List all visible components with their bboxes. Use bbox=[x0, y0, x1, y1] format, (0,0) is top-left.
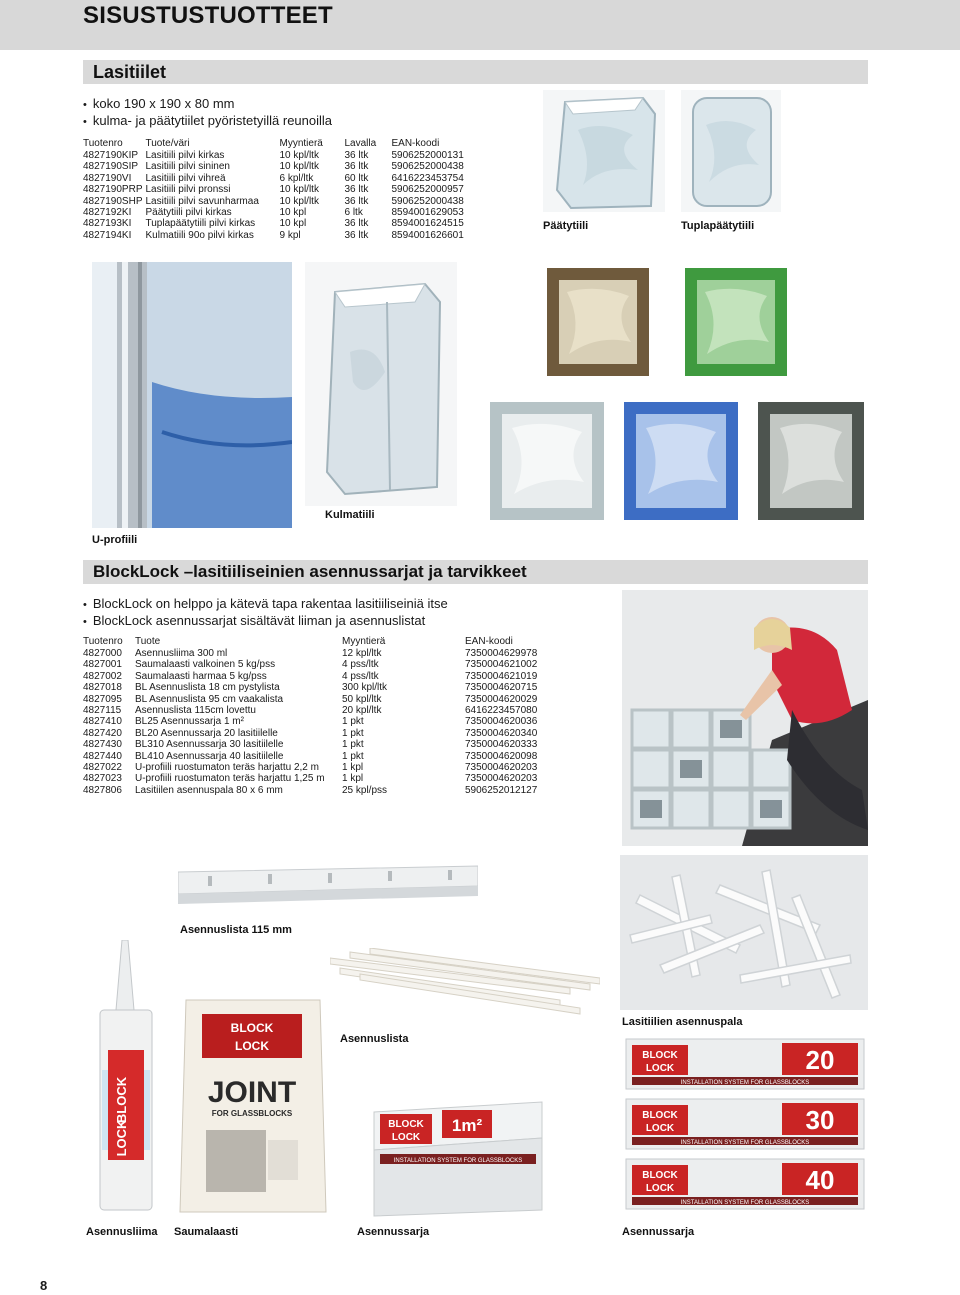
table-cell: 36 ltk bbox=[344, 150, 369, 161]
kulmatiili-image bbox=[305, 262, 457, 506]
table-cell: 12 kpl/ltk bbox=[342, 648, 382, 659]
table-row bbox=[83, 739, 555, 750]
asennusliima-image bbox=[88, 940, 164, 1218]
kit20-strip: INSTALLATION SYSTEM FOR GLASSBLOCKS bbox=[680, 1080, 810, 1086]
table-header: Myyntierä bbox=[279, 138, 323, 149]
table-body bbox=[83, 648, 555, 796]
caption-asennussarja-1: Asennussarja bbox=[357, 1226, 430, 1238]
kit30-strip: INSTALLATION SYSTEM FOR GLASSBLOCKS bbox=[680, 1140, 810, 1146]
table-cell: 7350004620203 bbox=[465, 762, 538, 774]
kit-box-20 bbox=[626, 1039, 864, 1089]
table-cell: Saumalaasti valkoinen 5 kg/pss bbox=[135, 659, 276, 671]
table-cell: 4827115 bbox=[83, 705, 122, 717]
table-cell: 36 ltk bbox=[344, 229, 369, 241]
table-cell: 4827430 bbox=[83, 739, 122, 751]
table-row bbox=[83, 682, 555, 693]
caption-tuplapaatytiili: Tuplapäätytiili bbox=[681, 220, 755, 232]
table-cell: 8594001624515 bbox=[391, 218, 464, 230]
bullet-item: • koko 190 x 190 x 80 mm bbox=[83, 96, 332, 113]
asennuslista-115-image bbox=[178, 864, 478, 924]
section-title-lasitiilet: Lasitiilet bbox=[83, 60, 868, 84]
table-cell: 7350004620333 bbox=[465, 739, 538, 751]
tuplapaatytiili-image bbox=[681, 90, 781, 212]
sarja1m2-brand-top: BLOCK bbox=[388, 1119, 424, 1130]
sarja1m2-brand-bottom: LOCK bbox=[391, 1132, 421, 1143]
kit40-strip: INSTALLATION SYSTEM FOR GLASSBLOCKS bbox=[680, 1200, 810, 1206]
table-row bbox=[83, 716, 555, 727]
table-cell: Asennusliima 300 ml bbox=[135, 648, 228, 659]
bullet-list-blocklock bbox=[83, 596, 448, 630]
table-row bbox=[83, 161, 482, 172]
table-cell: 1 kpl bbox=[342, 773, 364, 785]
table-row bbox=[83, 671, 555, 682]
table-cell: 5906252000957 bbox=[391, 184, 464, 196]
blocklock-table bbox=[83, 636, 555, 796]
table-cell: 20 kpl/ltk bbox=[342, 705, 382, 717]
table-cell: 4827194KI bbox=[83, 229, 132, 241]
table-header: Tuotenro bbox=[83, 138, 123, 149]
table-cell: 1 pkt bbox=[342, 716, 364, 728]
table-row bbox=[83, 751, 555, 762]
table-cell: 6 ltk bbox=[344, 207, 363, 219]
table-cell: 6416223453754 bbox=[391, 172, 464, 184]
page-title: SISUSTUSTUOTTEET bbox=[83, 2, 333, 29]
table-cell: BL25 Asennussarja 1 m² bbox=[135, 716, 244, 728]
saumalaasti-joint-title: JOINT bbox=[207, 1076, 297, 1109]
table-cell: BL310 Asennussarja 30 lasitiilelle bbox=[135, 739, 284, 751]
table-cell: 5906252012127 bbox=[465, 784, 538, 796]
caption-asennuspala: Lasitiilien asennuspala bbox=[622, 1016, 743, 1028]
kit20-brand-top: BLOCK bbox=[642, 1050, 678, 1061]
table-row bbox=[83, 728, 555, 739]
table-cell: 4 pss/ltk bbox=[342, 659, 379, 671]
table-row bbox=[83, 207, 482, 218]
table-cell: BL Asennuslista 95 cm vaakalista bbox=[135, 693, 284, 705]
pronssi-lasitiili-image bbox=[543, 262, 653, 382]
table-cell: 10 kpl/ltk bbox=[279, 195, 319, 207]
page-header bbox=[0, 0, 960, 50]
table-cell: 10 kpl bbox=[279, 207, 307, 219]
table-cell: Kulmatiili 90o pilvi kirkas bbox=[145, 229, 254, 241]
table-cell: 36 ltk bbox=[344, 161, 369, 173]
kit40-number: 40 bbox=[805, 1165, 835, 1195]
table-cell: 5906252000438 bbox=[391, 161, 464, 173]
caption-asennuslista: Asennuslista bbox=[340, 1033, 409, 1045]
table-row bbox=[83, 196, 482, 207]
saumalaasti-brand-bottom: LOCK bbox=[235, 1039, 269, 1053]
lasitiilet-table bbox=[83, 138, 482, 241]
table-cell: Lasitiilen asennuspala 80 x 6 mm bbox=[135, 784, 283, 796]
uprofiili-image bbox=[92, 262, 292, 528]
sarja-1m2-label: 1m² bbox=[451, 1116, 483, 1135]
caption-saumalaasti: Saumalaasti bbox=[174, 1226, 239, 1238]
table-cell: 50 kpl/ltk bbox=[342, 693, 382, 705]
table-cell: 8594001629053 bbox=[391, 207, 464, 219]
asennussarja-1m2-image bbox=[366, 1098, 548, 1218]
table-row bbox=[83, 648, 555, 659]
table-cell: 4827190SHP bbox=[83, 195, 143, 207]
table-cell: 4827022 bbox=[83, 762, 122, 774]
table-cell: 5906252000131 bbox=[391, 150, 464, 161]
table-cell: 36 ltk bbox=[344, 218, 369, 230]
table-cell: 8594001626601 bbox=[391, 229, 464, 241]
table-header-row bbox=[83, 138, 482, 150]
table-row bbox=[83, 773, 555, 784]
table-cell: Asennuslista 115cm lovettu bbox=[135, 705, 256, 717]
caption-paatytiili: Päätytiili bbox=[543, 220, 589, 232]
table-cell: 10 kpl/ltk bbox=[279, 161, 319, 173]
table-cell: 7350004620098 bbox=[465, 750, 538, 762]
caption-asennussarja-2: Asennussarja bbox=[622, 1226, 695, 1238]
table-cell: 36 ltk bbox=[344, 184, 369, 196]
table-cell: 7350004620203 bbox=[465, 773, 538, 785]
table-cell: 1 kpl bbox=[342, 762, 364, 774]
table-cell: 1 pkt bbox=[342, 739, 364, 751]
savunharmaa-lasitiili-image bbox=[754, 396, 868, 526]
table-cell: 4827095 bbox=[83, 693, 122, 705]
table-row bbox=[83, 785, 555, 796]
sininen-lasitiili-image bbox=[620, 396, 742, 526]
table-cell: Lasitiili pilvi vihreä bbox=[145, 172, 226, 184]
table-cell: 25 kpl/pss bbox=[342, 784, 388, 796]
bullet-item: • BlockLock on helppo ja kätevä tapa rakentaa lasitiiliseiniä itse bbox=[83, 596, 448, 613]
table-header: Tuote bbox=[135, 636, 161, 647]
table-cell: 4827190KIP bbox=[83, 150, 139, 161]
table-row bbox=[83, 762, 555, 773]
table-cell: 4827193KI bbox=[83, 218, 132, 230]
table-cell: 4827000 bbox=[83, 648, 122, 659]
table-cell: BL Asennuslista 18 cm pystylista bbox=[135, 682, 280, 694]
table-row bbox=[83, 184, 482, 195]
caption-asennusliima: Asennusliima bbox=[86, 1226, 158, 1238]
section-title-blocklock: BlockLock –lasitiiliseinien asennussarjat ja tarvikkeet bbox=[83, 560, 868, 584]
sarja1m2-strip: INSTALLATION SYSTEM FOR GLASSBLOCKS bbox=[393, 1158, 523, 1164]
table-header: EAN-koodi bbox=[391, 138, 440, 149]
bullet-item: • kulma- ja päätytiilet pyöristetyillä reunoilla bbox=[83, 113, 332, 130]
table-row bbox=[83, 659, 555, 670]
saumalaasti-brand-top: BLOCK bbox=[230, 1021, 274, 1035]
table-cell: Saumalaasti harmaa 5 kg/pss bbox=[135, 670, 267, 682]
table-cell: 7350004621019 bbox=[465, 670, 538, 682]
table-cell: 7350004629978 bbox=[465, 648, 538, 659]
table-cell: 10 kpl bbox=[279, 218, 307, 230]
table-cell: 4827023 bbox=[83, 773, 122, 785]
table-row bbox=[83, 705, 555, 716]
table-cell: 36 ltk bbox=[344, 195, 369, 207]
table-cell: 4827410 bbox=[83, 716, 122, 728]
table-cell: 4 pss/ltk bbox=[342, 670, 379, 682]
kit-box-30 bbox=[626, 1099, 864, 1149]
table-cell: 6 kpl/ltk bbox=[279, 172, 314, 184]
table-cell: 4827420 bbox=[83, 727, 122, 739]
table-cell: Lasitiili pilvi kirkas bbox=[145, 150, 225, 161]
asennuslista-image bbox=[330, 948, 600, 1028]
kirkas-lasitiili-image bbox=[486, 396, 608, 526]
table-cell: BL20 Asennussarja 20 lasitiilelle bbox=[135, 727, 278, 739]
table-header: Myyntierä bbox=[342, 636, 386, 647]
table-cell: 4827018 bbox=[83, 682, 122, 694]
table-cell: 9 kpl bbox=[279, 229, 301, 241]
kit30-number: 30 bbox=[805, 1105, 835, 1135]
table-cell: 60 ltk bbox=[344, 172, 369, 184]
asennussarja-20-30-40-image bbox=[622, 1035, 868, 1219]
table-header: Lavalla bbox=[344, 138, 377, 149]
table-cell: Tuplapäätytiili pilvi kirkas bbox=[145, 218, 256, 230]
table-cell: BL410 Asennussarja 40 lasitiilelle bbox=[135, 750, 284, 762]
table-cell: 4827001 bbox=[83, 659, 122, 671]
asennuspala-image bbox=[620, 855, 868, 1010]
table-cell: Lasitiili pilvi savunharmaa bbox=[145, 195, 259, 207]
kit40-brand-bottom: LOCK bbox=[645, 1183, 675, 1194]
table-cell: 7350004620029 bbox=[465, 693, 538, 705]
table-row bbox=[83, 230, 482, 241]
table-cell: 7350004621002 bbox=[465, 659, 538, 671]
table-cell: Lasitiili pilvi sininen bbox=[145, 161, 230, 173]
kit30-brand-top: BLOCK bbox=[642, 1110, 678, 1121]
kit20-brand-bottom: LOCK bbox=[645, 1063, 675, 1074]
table-cell: 4827440 bbox=[83, 750, 122, 762]
table-header: EAN-koodi bbox=[465, 636, 513, 647]
table-cell: 7350004620340 bbox=[465, 727, 538, 739]
table-cell: 5906252000438 bbox=[391, 195, 464, 207]
kit40-brand-top: BLOCK bbox=[642, 1170, 678, 1181]
caption-asennuslista-115: Asennuslista 115 mm bbox=[180, 924, 292, 936]
table-cell: Lasitiili pilvi pronssi bbox=[145, 184, 231, 196]
caption-uprofiili: U-profiili bbox=[92, 534, 138, 546]
table-cell: 10 kpl/ltk bbox=[279, 150, 319, 161]
kit20-number: 20 bbox=[805, 1045, 835, 1075]
table-cell: 1 pkt bbox=[342, 750, 364, 762]
table-cell: U-profiili ruostumaton teräs harjattu 2,2 m bbox=[135, 762, 319, 774]
table-cell: 4827190VI bbox=[83, 172, 132, 184]
table-header-row bbox=[83, 636, 555, 648]
kit30-brand-bottom: LOCK bbox=[645, 1123, 675, 1134]
table-cell: 10 kpl/ltk bbox=[279, 184, 319, 196]
table-cell: U-profiili ruostumaton teräs harjattu 1,25 m bbox=[135, 773, 325, 785]
vihrea-lasitiili-image bbox=[681, 262, 791, 382]
saumalaasti-joint-sub: FOR GLASSBLOCKS bbox=[211, 1109, 293, 1118]
table-cell: 4827190PRP bbox=[83, 184, 143, 196]
table-cell: 6416223457080 bbox=[465, 705, 538, 717]
table-cell: 4827002 bbox=[83, 670, 122, 682]
saumalaasti-image bbox=[172, 990, 334, 1220]
bullet-item: • BlockLock asennussarjat sisältävät liiman ja asennuslistat bbox=[83, 613, 448, 630]
table-row bbox=[83, 218, 482, 229]
table-cell: 4827192KI bbox=[83, 207, 132, 219]
table-body bbox=[83, 150, 482, 241]
table-row bbox=[83, 173, 482, 184]
installation-photo bbox=[622, 590, 868, 846]
table-header: Tuotenro bbox=[83, 636, 123, 647]
table-cell: 7350004620715 bbox=[465, 682, 538, 694]
liima-brand-top: BLOCK bbox=[114, 1076, 129, 1124]
table-row bbox=[83, 150, 482, 161]
table-cell: 7350004620036 bbox=[465, 716, 538, 728]
table-cell: 4827190SIP bbox=[83, 161, 139, 173]
caption-kulmatiili: Kulmatiili bbox=[325, 509, 375, 521]
liima-brand-bottom: LOCK bbox=[114, 1119, 129, 1157]
table-cell: 4827806 bbox=[83, 784, 122, 796]
table-cell: 300 kpl/ltk bbox=[342, 682, 388, 694]
paatytiili-image bbox=[543, 90, 665, 212]
bullet-list-lasitiilet bbox=[83, 96, 332, 130]
table-row bbox=[83, 694, 555, 705]
kit-box-40 bbox=[626, 1159, 864, 1209]
page-number: 8 bbox=[40, 1278, 48, 1293]
table-header: Tuote/väri bbox=[145, 138, 190, 149]
table-cell: 1 pkt bbox=[342, 727, 364, 739]
table-cell: Päätytiili pilvi kirkas bbox=[145, 207, 232, 219]
